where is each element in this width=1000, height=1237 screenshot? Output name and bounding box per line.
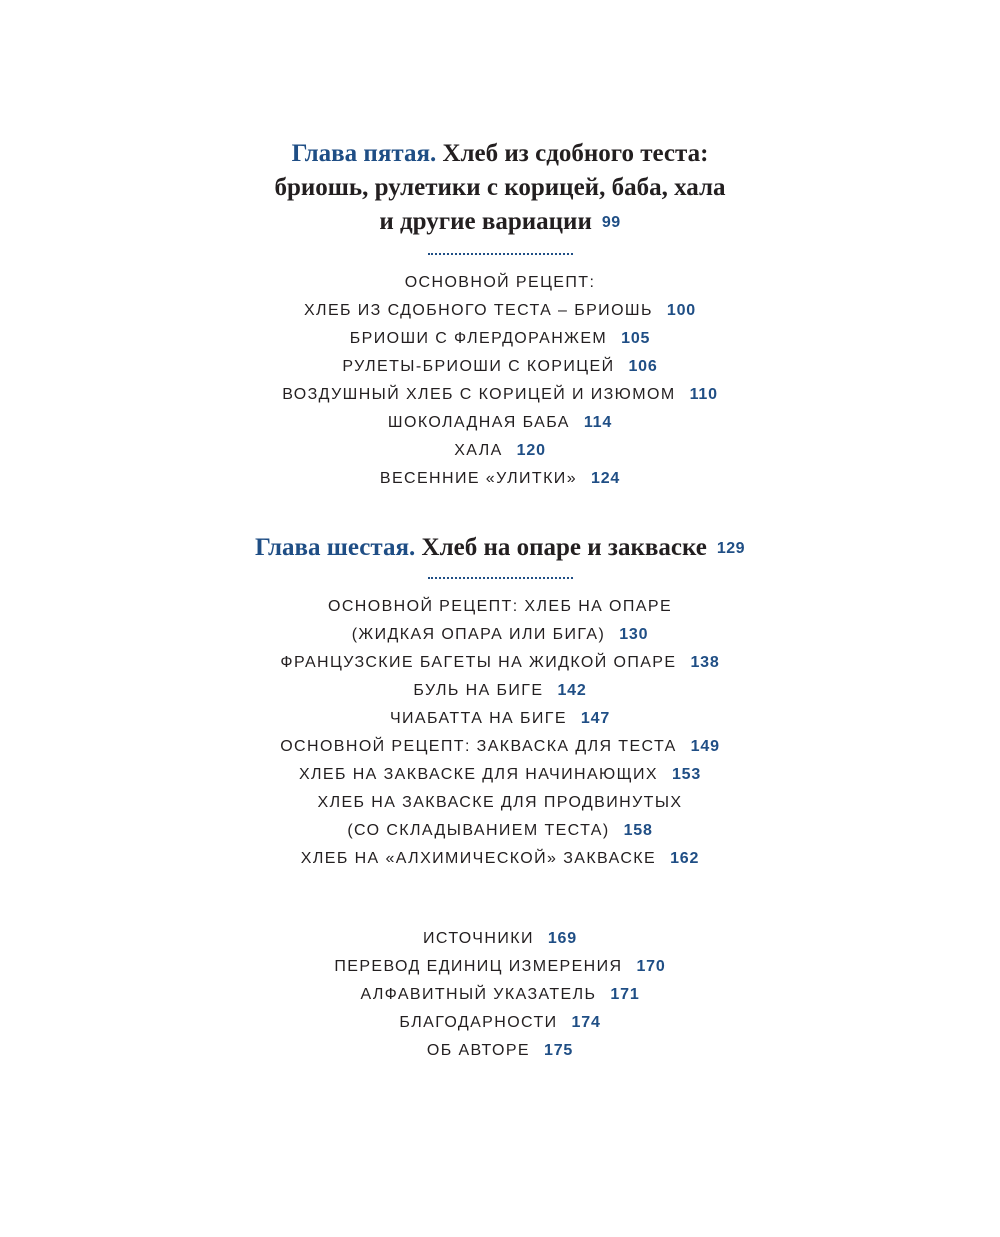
toc-entry[interactable] — [0, 353, 1000, 381]
toc-entry[interactable] — [0, 705, 1000, 733]
toc-entry[interactable] — [0, 465, 1000, 493]
toc-entry[interactable] — [0, 925, 1000, 953]
toc-entry-title: ОБ АВТОРЕ — [426, 1042, 530, 1059]
toc-entry[interactable] — [0, 845, 1000, 873]
toc-entry-title: ОСНОВНОЙ РЕЦЕПТ: ЗАКВАСКА ДЛЯ ТЕСТА — [280, 738, 677, 755]
appendix-section — [0, 925, 1000, 1065]
toc-entry-page-number: 100 — [666, 302, 696, 319]
chapter-five-heading — [0, 137, 1000, 240]
toc-entry-title: ВОЗДУШНЫЙ ХЛЕБ С КОРИЦЕЙ И ИЗЮМОМ — [282, 386, 676, 403]
toc-entry[interactable] — [0, 677, 1000, 705]
toc-entry[interactable] — [0, 1037, 1000, 1065]
toc-entry-page-number: 162 — [670, 850, 700, 867]
toc-entry-title: ШОКОЛАДНАЯ БАБА — [387, 414, 570, 431]
toc-entry[interactable] — [0, 437, 1000, 465]
toc-entry-title: ФРАНЦУЗСКИЕ БАГЕТЫ НА ЖИДКОЙ ОПАРЕ — [280, 654, 677, 671]
toc-entry[interactable] — [0, 593, 1000, 621]
toc-entry-page-number: 158 — [623, 822, 653, 839]
toc-entry-title: ВЕСЕННИЕ «УЛИТКИ» — [379, 470, 577, 487]
toc-entry[interactable] — [0, 761, 1000, 789]
chapter-five-title-line: Хлеб из сдобного теста: — [442, 140, 709, 167]
toc-entry-page-number: 169 — [547, 930, 577, 947]
toc-entry-title: ЧИАБАТТА НА БИГЕ — [389, 710, 567, 727]
toc-entry-title: ХЛЕБ НА ЗАКВАСКЕ ДЛЯ ПРОДВИНУТЫХ — [317, 794, 683, 811]
toc-entry-title: ХЛЕБ ИЗ СДОБНОГО ТЕСТА – БРИОШЬ — [303, 302, 653, 319]
toc-entry-title: БЛАГОДАРНОСТИ — [399, 1014, 558, 1031]
toc-entry-title: ОСНОВНОЙ РЕЦЕПТ: — [404, 274, 596, 291]
toc-entry-page-number: 130 — [619, 626, 649, 643]
toc-entry-page-number: 120 — [516, 442, 546, 459]
appendix-entries — [0, 925, 1000, 1065]
toc-entry-page-number: 153 — [671, 766, 702, 783]
toc-entry-title: ХЛЕБ НА «АЛХИМИЧЕСКОЙ» ЗАКВАСКЕ — [300, 850, 657, 867]
toc-entry[interactable] — [0, 409, 1000, 437]
toc-entry-title: БРИОШИ С ФЛЕРДОРАНЖЕМ — [349, 330, 608, 347]
toc-entry-title: ОСНОВНОЙ РЕЦЕПТ: ХЛЕБ НА ОПАРЕ — [327, 598, 673, 615]
toc-entry-title: (СО СКЛАДЫВАНИЕМ ТЕСТА) — [347, 822, 610, 839]
chapter-five-entries — [0, 269, 1000, 493]
chapter-five-title-line: и другие вариации — [379, 208, 592, 235]
chapter-six-entries — [0, 593, 1000, 873]
toc-entry-page-number: 171 — [610, 986, 640, 1003]
toc-entry-page-number: 114 — [583, 414, 613, 431]
toc-entry[interactable] — [0, 381, 1000, 409]
toc-entry[interactable] — [0, 325, 1000, 353]
toc-entry-title: ПЕРЕВОД ЕДИНИЦ ИЗМЕРЕНИЯ — [334, 958, 623, 975]
toc-entry[interactable] — [0, 621, 1000, 649]
toc-entry[interactable] — [0, 297, 1000, 325]
toc-entry-title: ИСТОЧНИКИ — [423, 930, 534, 947]
chapter-five-section — [0, 137, 1000, 493]
toc-entry-page-number: 175 — [544, 1042, 574, 1059]
toc-entry-page-number: 110 — [689, 386, 718, 403]
chapter-six-heading — [0, 531, 1000, 566]
toc-entry[interactable] — [0, 649, 1000, 677]
toc-entry-page-number: 149 — [690, 738, 720, 755]
toc-entry[interactable] — [0, 817, 1000, 845]
toc-entry-page-number: 174 — [571, 1014, 601, 1031]
toc-entry-page-number: 138 — [690, 654, 720, 671]
chapter-five-title-line: бриошь, рулетики с корицей, баба, хала — [274, 174, 726, 201]
toc-entry[interactable] — [0, 789, 1000, 817]
toc-entry-page-number: 106 — [628, 358, 658, 375]
toc-entry-page-number: 142 — [557, 682, 587, 699]
chapter-six-label: Глава шестая. — [254, 534, 416, 561]
toc-entry-title: (ЖИДКАЯ ОПАРА ИЛИ БИГА) — [351, 626, 606, 643]
toc-entry-title: ХЛЕБ НА ЗАКВАСКЕ ДЛЯ НАЧИНАЮЩИХ — [298, 766, 658, 783]
toc-entry[interactable] — [0, 953, 1000, 981]
toc-entry-title: БУЛЬ НА БИГЕ — [413, 682, 544, 699]
toc-entry-title: ХАЛА — [454, 442, 503, 459]
chapter-five-page-number[interactable]: 99 — [601, 214, 621, 231]
chapter-six-page-number[interactable]: 129 — [716, 540, 746, 557]
toc-entry[interactable] — [0, 981, 1000, 1009]
toc-entry-title: РУЛЕТЫ-БРИОШИ С КОРИЦЕЙ — [342, 358, 615, 375]
toc-entry[interactable] — [0, 1009, 1000, 1037]
toc-entry-page-number: 147 — [580, 710, 611, 727]
chapter-five-label: Глава пятая. — [291, 140, 437, 167]
toc-entry-page-number: 124 — [591, 470, 621, 487]
dotted-divider — [428, 253, 573, 255]
toc-entry[interactable] — [0, 269, 1000, 297]
toc-entry[interactable] — [0, 733, 1000, 761]
chapter-six-section — [0, 531, 1000, 873]
toc-entry-page-number: 105 — [621, 330, 651, 347]
dotted-divider — [428, 577, 573, 579]
chapter-six-title: Хлеб на опаре и закваске — [421, 534, 707, 561]
toc-entry-title: АЛФАВИТНЫЙ УКАЗАТЕЛЬ — [360, 986, 597, 1003]
toc-entry-page-number: 170 — [636, 958, 666, 975]
